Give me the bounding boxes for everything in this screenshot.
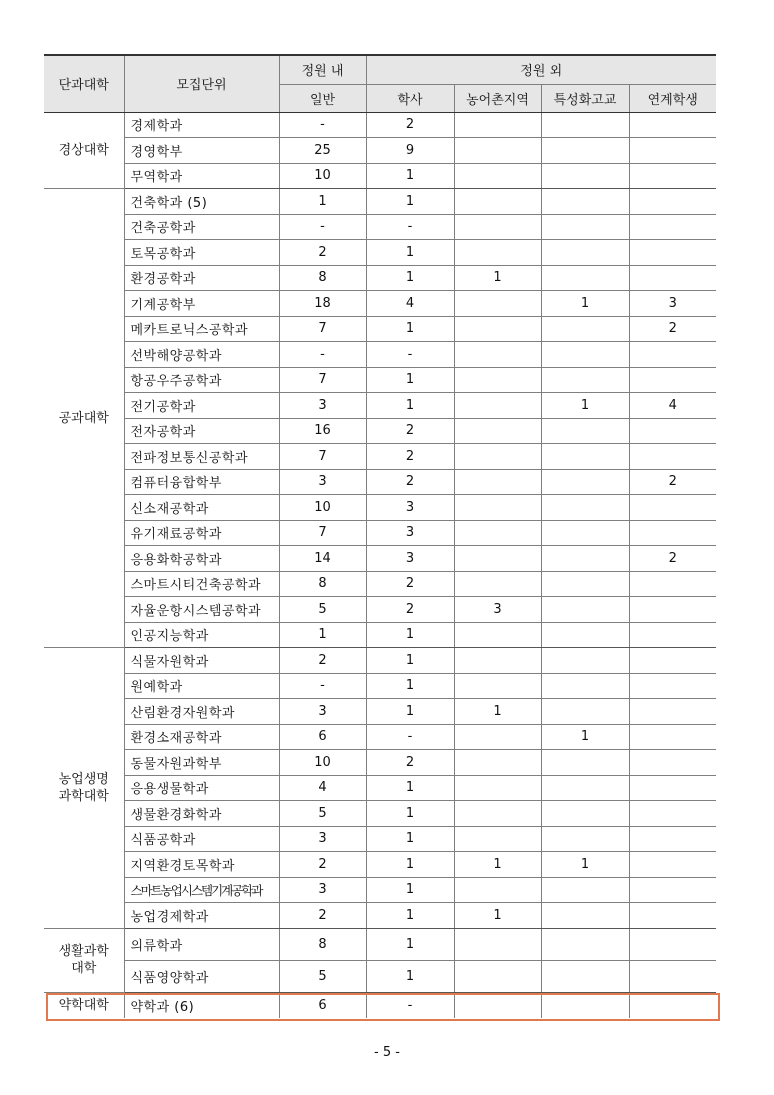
special-highschool-cell: 1 <box>541 291 629 317</box>
general-cell: 3 <box>279 469 366 495</box>
special-highschool-cell <box>541 673 629 699</box>
linked-student-cell: 3 <box>629 291 716 317</box>
header-special-highschool: 특성화고교 <box>541 84 629 112</box>
special-highschool-cell <box>541 495 629 521</box>
general-cell: 5 <box>279 597 366 623</box>
linked-student-cell <box>629 444 716 470</box>
unit-name: 응용생물학과 <box>124 775 279 801</box>
linked-student-cell: 4 <box>629 393 716 419</box>
table-row <box>44 112 716 138</box>
general-cell: 3 <box>279 826 366 852</box>
general-cell: 2 <box>279 852 366 878</box>
rural-cell <box>454 469 541 495</box>
linked-student-cell <box>629 163 716 189</box>
unit-name: 환경소재공학과 <box>124 724 279 750</box>
bachelor-cell: 2 <box>366 597 454 623</box>
rural-cell <box>454 648 541 674</box>
special-highschool-cell <box>541 903 629 929</box>
rural-cell: 1 <box>454 699 541 725</box>
rural-cell <box>454 163 541 189</box>
special-highschool-cell <box>541 342 629 368</box>
special-highschool-cell <box>541 622 629 648</box>
table-row <box>44 877 716 903</box>
linked-student-cell <box>629 775 716 801</box>
general-cell: - <box>279 214 366 240</box>
college-name: 농업생명과학대학 <box>44 648 124 929</box>
table-row <box>44 546 716 572</box>
unit-name: 자율운항시스템공학과 <box>124 597 279 623</box>
linked-student-cell <box>629 928 716 960</box>
special-highschool-cell <box>541 750 629 776</box>
bachelor-cell: 1 <box>366 189 454 215</box>
unit-name: 지역환경토목학과 <box>124 852 279 878</box>
bachelor-cell: 2 <box>366 418 454 444</box>
linked-student-cell <box>629 342 716 368</box>
header-inside-quota: 정원 내 <box>279 55 366 84</box>
bachelor-cell: 1 <box>366 265 454 291</box>
general-cell: 14 <box>279 546 366 572</box>
rural-cell <box>454 673 541 699</box>
linked-student-cell: 2 <box>629 469 716 495</box>
general-cell: 5 <box>279 960 366 992</box>
special-highschool-cell <box>541 316 629 342</box>
linked-student-cell <box>629 877 716 903</box>
bachelor-cell: 1 <box>366 367 454 393</box>
rural-cell <box>454 316 541 342</box>
table-row <box>44 992 716 1018</box>
linked-student-cell <box>629 801 716 827</box>
table-row <box>44 597 716 623</box>
general-cell: - <box>279 342 366 368</box>
special-highschool-cell <box>541 877 629 903</box>
header-linked-student: 연계학생 <box>629 84 716 112</box>
special-highschool-cell <box>541 163 629 189</box>
table-row <box>44 520 716 546</box>
unit-name: 인공지능학과 <box>124 622 279 648</box>
linked-student-cell <box>629 826 716 852</box>
general-cell: 2 <box>279 903 366 929</box>
linked-student-cell <box>629 852 716 878</box>
general-cell: - <box>279 112 366 138</box>
general-cell: 7 <box>279 367 366 393</box>
table-row <box>44 495 716 521</box>
table-row <box>44 214 716 240</box>
table-row <box>44 775 716 801</box>
unit-name: 응용화학공학과 <box>124 546 279 572</box>
rural-cell: 1 <box>454 852 541 878</box>
table-row <box>44 189 716 215</box>
rural-cell <box>454 622 541 648</box>
table-row <box>44 393 716 419</box>
general-cell: 6 <box>279 992 366 1018</box>
table-row <box>44 240 716 266</box>
general-cell: 25 <box>279 138 366 164</box>
special-highschool-cell: 1 <box>541 852 629 878</box>
bachelor-cell: 1 <box>366 775 454 801</box>
unit-name: 약학과 (6) <box>124 992 279 1018</box>
special-highschool-cell <box>541 826 629 852</box>
bachelor-cell: 1 <box>366 393 454 419</box>
table-row <box>44 750 716 776</box>
unit-name: 동물자원과학부 <box>124 750 279 776</box>
rural-cell <box>454 418 541 444</box>
bachelor-cell: 1 <box>366 801 454 827</box>
header-college: 단과대학 <box>44 55 124 112</box>
general-cell: 8 <box>279 265 366 291</box>
special-highschool-cell <box>541 444 629 470</box>
table-row <box>44 673 716 699</box>
general-cell: 3 <box>279 699 366 725</box>
table-row <box>44 960 716 992</box>
bachelor-cell: 1 <box>366 699 454 725</box>
header-bachelor: 학사 <box>366 84 454 112</box>
table-row <box>44 801 716 827</box>
bachelor-cell: 1 <box>366 240 454 266</box>
special-highschool-cell <box>541 571 629 597</box>
unit-name: 식품공학과 <box>124 826 279 852</box>
general-cell: 7 <box>279 444 366 470</box>
rural-cell <box>454 342 541 368</box>
general-cell: 18 <box>279 291 366 317</box>
rural-cell <box>454 775 541 801</box>
unit-name: 식물자원학과 <box>124 648 279 674</box>
linked-student-cell: 2 <box>629 316 716 342</box>
rural-cell <box>454 214 541 240</box>
special-highschool-cell <box>541 775 629 801</box>
special-highschool-cell <box>541 801 629 827</box>
table-body <box>44 112 716 1018</box>
general-cell: 3 <box>279 393 366 419</box>
rural-cell <box>454 112 541 138</box>
rural-cell <box>454 960 541 992</box>
rural-cell <box>454 291 541 317</box>
general-cell: 10 <box>279 750 366 776</box>
rural-cell <box>454 571 541 597</box>
special-highschool-cell <box>541 597 629 623</box>
rural-cell <box>454 928 541 960</box>
general-cell: 16 <box>279 418 366 444</box>
rural-cell <box>454 367 541 393</box>
table-row <box>44 342 716 368</box>
table-row <box>44 163 716 189</box>
bachelor-cell: 9 <box>366 138 454 164</box>
unit-name: 산림환경자원학과 <box>124 699 279 725</box>
unit-name: 항공우주공학과 <box>124 367 279 393</box>
table-row <box>44 316 716 342</box>
special-highschool-cell <box>541 960 629 992</box>
bachelor-cell: 1 <box>366 163 454 189</box>
bachelor-cell: 2 <box>366 112 454 138</box>
header-rural: 농어촌지역 <box>454 84 541 112</box>
unit-name: 전기공학과 <box>124 393 279 419</box>
bachelor-cell: - <box>366 724 454 750</box>
unit-name: 생물환경화학과 <box>124 801 279 827</box>
unit-name: 컴퓨터융합학부 <box>124 469 279 495</box>
table-row <box>44 622 716 648</box>
unit-name: 토목공학과 <box>124 240 279 266</box>
unit-name: 경제학과 <box>124 112 279 138</box>
special-highschool-cell <box>541 520 629 546</box>
page-number: - 5 - <box>374 1045 400 1060</box>
linked-student-cell <box>629 597 716 623</box>
unit-name: 원예학과 <box>124 673 279 699</box>
linked-student-cell <box>629 418 716 444</box>
special-highschool-cell: 1 <box>541 393 629 419</box>
unit-name: 경영학부 <box>124 138 279 164</box>
college-name: 생활과학대학 <box>44 928 124 992</box>
table-row <box>44 444 716 470</box>
special-highschool-cell <box>541 418 629 444</box>
bachelor-cell: 2 <box>366 750 454 776</box>
rural-cell <box>454 801 541 827</box>
linked-student-cell <box>629 992 716 1018</box>
linked-student-cell <box>629 648 716 674</box>
special-highschool-cell: 1 <box>541 724 629 750</box>
special-highschool-cell <box>541 112 629 138</box>
bachelor-cell: 4 <box>366 291 454 317</box>
special-highschool-cell <box>541 189 629 215</box>
linked-student-cell: 2 <box>629 546 716 572</box>
table-row <box>44 138 716 164</box>
bachelor-cell: - <box>366 214 454 240</box>
unit-name: 스마트시티건축공학과 <box>124 571 279 597</box>
special-highschool-cell <box>541 367 629 393</box>
general-cell: 2 <box>279 240 366 266</box>
table-row <box>44 852 716 878</box>
college-name: 공과대학 <box>44 189 124 648</box>
linked-student-cell <box>629 960 716 992</box>
rural-cell: 1 <box>454 265 541 291</box>
special-highschool-cell <box>541 992 629 1018</box>
unit-name: 전파정보통신공학과 <box>124 444 279 470</box>
bachelor-cell: 1 <box>366 960 454 992</box>
rural-cell: 1 <box>454 903 541 929</box>
linked-student-cell <box>629 622 716 648</box>
general-cell: 10 <box>279 163 366 189</box>
linked-student-cell <box>629 724 716 750</box>
rural-cell <box>454 189 541 215</box>
linked-student-cell <box>629 571 716 597</box>
rural-cell <box>454 826 541 852</box>
linked-student-cell <box>629 214 716 240</box>
table-row <box>44 928 716 960</box>
bachelor-cell: 1 <box>366 852 454 878</box>
linked-student-cell <box>629 520 716 546</box>
linked-student-cell <box>629 265 716 291</box>
bachelor-cell: 1 <box>366 903 454 929</box>
rural-cell <box>454 724 541 750</box>
unit-name: 환경공학과 <box>124 265 279 291</box>
linked-student-cell <box>629 367 716 393</box>
general-cell: 10 <box>279 495 366 521</box>
table-row <box>44 903 716 929</box>
unit-name: 신소재공학과 <box>124 495 279 521</box>
general-cell: 3 <box>279 877 366 903</box>
rural-cell <box>454 444 541 470</box>
special-highschool-cell <box>541 138 629 164</box>
rural-cell <box>454 520 541 546</box>
linked-student-cell <box>629 112 716 138</box>
special-highschool-cell <box>541 648 629 674</box>
special-highschool-cell <box>541 546 629 572</box>
header-general: 일반 <box>279 84 366 112</box>
bachelor-cell: 1 <box>366 316 454 342</box>
table-row <box>44 648 716 674</box>
bachelor-cell: 2 <box>366 469 454 495</box>
table-row <box>44 291 716 317</box>
general-cell: 4 <box>279 775 366 801</box>
bachelor-cell: 1 <box>366 928 454 960</box>
general-cell: 7 <box>279 520 366 546</box>
unit-name: 유기재료공학과 <box>124 520 279 546</box>
rural-cell <box>454 495 541 521</box>
rural-cell <box>454 138 541 164</box>
rural-cell <box>454 546 541 572</box>
unit-name: 메카트로닉스공학과 <box>124 316 279 342</box>
special-highschool-cell <box>541 265 629 291</box>
special-highschool-cell <box>541 928 629 960</box>
linked-student-cell <box>629 240 716 266</box>
linked-student-cell <box>629 189 716 215</box>
table-row <box>44 418 716 444</box>
unit-name: 농업경제학과 <box>124 903 279 929</box>
rural-cell <box>454 240 541 266</box>
bachelor-cell: 1 <box>366 826 454 852</box>
special-highschool-cell <box>541 699 629 725</box>
general-cell: 1 <box>279 189 366 215</box>
rural-cell <box>454 750 541 776</box>
linked-student-cell <box>629 699 716 725</box>
special-highschool-cell <box>541 214 629 240</box>
linked-student-cell <box>629 750 716 776</box>
unit-name: 건축공학과 <box>124 214 279 240</box>
header-outside-quota: 정원 외 <box>366 55 716 84</box>
college-name: 경상대학 <box>44 112 124 189</box>
general-cell: 8 <box>279 928 366 960</box>
rural-cell <box>454 877 541 903</box>
general-cell: 5 <box>279 801 366 827</box>
general-cell: - <box>279 673 366 699</box>
general-cell: 1 <box>279 622 366 648</box>
header-unit: 모집단위 <box>124 55 279 112</box>
special-highschool-cell <box>541 240 629 266</box>
bachelor-cell: 3 <box>366 546 454 572</box>
linked-student-cell <box>629 138 716 164</box>
table-row <box>44 699 716 725</box>
general-cell: 7 <box>279 316 366 342</box>
linked-student-cell <box>629 903 716 929</box>
bachelor-cell: 1 <box>366 622 454 648</box>
special-highschool-cell <box>541 469 629 495</box>
rural-cell: 3 <box>454 597 541 623</box>
bachelor-cell: - <box>366 992 454 1018</box>
unit-name: 식품영양학과 <box>124 960 279 992</box>
table-row <box>44 469 716 495</box>
general-cell: 2 <box>279 648 366 674</box>
general-cell: 6 <box>279 724 366 750</box>
bachelor-cell: - <box>366 342 454 368</box>
rural-cell <box>454 992 541 1018</box>
bachelor-cell: 2 <box>366 444 454 470</box>
unit-name: 스마트농업시스템기계공학과 <box>124 877 279 903</box>
unit-name: 기계공학부 <box>124 291 279 317</box>
table-row <box>44 724 716 750</box>
college-name: 약학대학 <box>44 992 124 1018</box>
unit-name: 무역학과 <box>124 163 279 189</box>
table-header <box>44 55 716 112</box>
table-row <box>44 826 716 852</box>
table-row <box>44 367 716 393</box>
unit-name: 전자공학과 <box>124 418 279 444</box>
table-row <box>44 571 716 597</box>
linked-student-cell <box>629 673 716 699</box>
bachelor-cell: 1 <box>366 648 454 674</box>
admission-quota-table <box>44 54 716 1018</box>
linked-student-cell <box>629 495 716 521</box>
table-row <box>44 265 716 291</box>
unit-name: 의류학과 <box>124 928 279 960</box>
bachelor-cell: 2 <box>366 571 454 597</box>
unit-name: 건축학과 (5) <box>124 189 279 215</box>
bachelor-cell: 1 <box>366 673 454 699</box>
general-cell: 8 <box>279 571 366 597</box>
unit-name: 선박해양공학과 <box>124 342 279 368</box>
bachelor-cell: 3 <box>366 520 454 546</box>
rural-cell <box>454 393 541 419</box>
bachelor-cell: 1 <box>366 877 454 903</box>
bachelor-cell: 3 <box>366 495 454 521</box>
